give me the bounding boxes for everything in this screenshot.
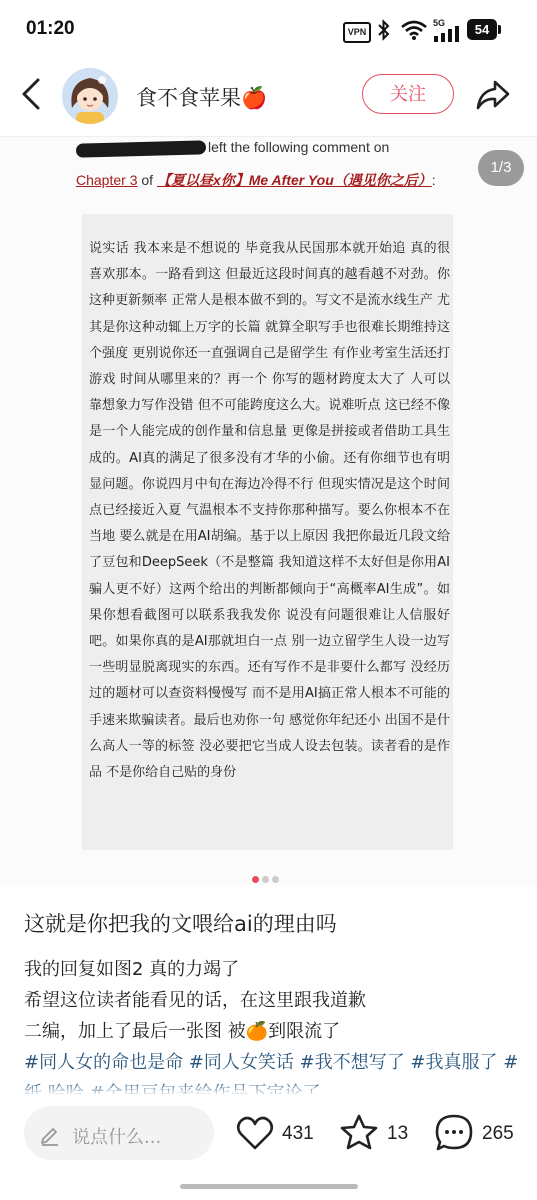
bluetooth-icon [377, 19, 391, 41]
share-arrow-icon[interactable] [474, 76, 512, 114]
back-arrow-icon[interactable] [14, 76, 50, 112]
star-count: 13 [387, 1123, 409, 1144]
avatar-illustration [62, 68, 118, 124]
like-count: 431 [282, 1123, 314, 1144]
vpn-badge: VPN [343, 22, 371, 43]
home-indicator[interactable] [180, 1184, 358, 1189]
carousel-dot-3[interactable] [272, 876, 279, 883]
comment-bubble-icon[interactable] [434, 1113, 474, 1153]
heart-icon[interactable] [236, 1115, 274, 1151]
carousel-dot-2[interactable] [262, 876, 269, 883]
of-text: of [141, 172, 154, 188]
comment-header-text: left the following comment on [208, 139, 390, 155]
quoted-comment-text: 说实话 我本来是不想说的 毕竟我从民国那本就开始追 真的很喜欢那本。一路看到这 但最近这段时间真的越看越不对劲。你这种更新频率 正常人是根本做不到的。写文不是流水线生产 尤其是你这种动辄上万字的长篇 就算全职写手也很难长期维持这个强度 更别说你还一直强调自己是留学生 有作业考室生活还打游戏 时间从哪里来的？再一个 你写的题材跨度太大了 人可以靠想象力写作没错 但不可能跨度这么大。说难听点 这已经不像是一个人能完成的创作量和信息量 更像是拼接或者借助工具生成的。AI真的满足了很多没有才华的小偷。还有你细节也有明显问题。你说四月中旬在海边冷得不行 但现实情况是这个时间点已经接近入夏 气温根本不支持你那种描写。要么你根本不在当地 要么就是在用AI胡编。基于以上原因 我把你最近几段文给了豆包和DeepSeek（不是整篇 我知道这样不太好但是你用AI骗人更不好）这两个给出的判断都倾向于“高概率AI生成”。如果你想看截图可以联系我我发你 说没有问题很难让人信服好吧。如果你真的是AI那就坦白一点 别一边立留学生人设一边写一些明显脱离现实的东西。还有写作不是非要什么都写 没经历过的题材可以查资料慢慢写 而不是用AI搞正常人根本不可能的手速来欺骗读者。最后也劝你一句 感觉你年纪还小 出国不是什么高人一等的标签 没必要把它当成人设去包装。读者看的是作品 不是你给自己贴的身份 [89, 241, 450, 781]
comment-count: 265 [482, 1123, 514, 1144]
battery-indicator: 54 [467, 19, 497, 40]
orange-emoji: 🍊 [245, 1021, 269, 1042]
post-line-3b: 到限流了 [268, 1021, 341, 1042]
post-title: 这就是你把我的文喂给ai的理由吗 [24, 912, 337, 936]
battery-tip [498, 25, 501, 34]
carousel-dots[interactable] [252, 868, 282, 876]
post-line-2: 希望这位读者能看见的话，在这里跟我道歉 [24, 990, 366, 1011]
chapter-link: Chapter 3 [76, 172, 138, 188]
post-line-1: 我的回复如图2 真的力竭了 [24, 959, 240, 980]
post-tags[interactable]: #同人女的命也是命 #同人女笑话 #我不想写了 #我真服了 # [24, 1052, 519, 1073]
comment-placeholder[interactable]: 说点什么... [72, 1127, 162, 1148]
colon-text: : [431, 172, 436, 188]
network-type-label: 5G [433, 18, 446, 28]
star-icon[interactable] [339, 1113, 379, 1151]
comment-target [76, 166, 456, 194]
status-bar [0, 0, 537, 60]
post-line-3a: 二编，加上了最后一张图 被 [24, 1021, 246, 1042]
status-time: 01:20 [26, 18, 75, 39]
post-body [24, 954, 524, 1109]
post-line-3 [24, 1016, 524, 1047]
pencil-icon [38, 1122, 62, 1146]
page-indicator: 1/3 [478, 150, 524, 186]
follow-button[interactable]: 关注 [362, 74, 454, 114]
avatar[interactable] [62, 68, 118, 124]
signal-icon [434, 26, 460, 42]
carousel-dot-1[interactable] [252, 876, 259, 883]
wifi-icon [400, 20, 428, 40]
work-title-link: 【夏以昼x你】Me After You（遇见你之后） [156, 172, 432, 188]
author-name[interactable]: 食不食苹果🍎 [136, 86, 268, 110]
